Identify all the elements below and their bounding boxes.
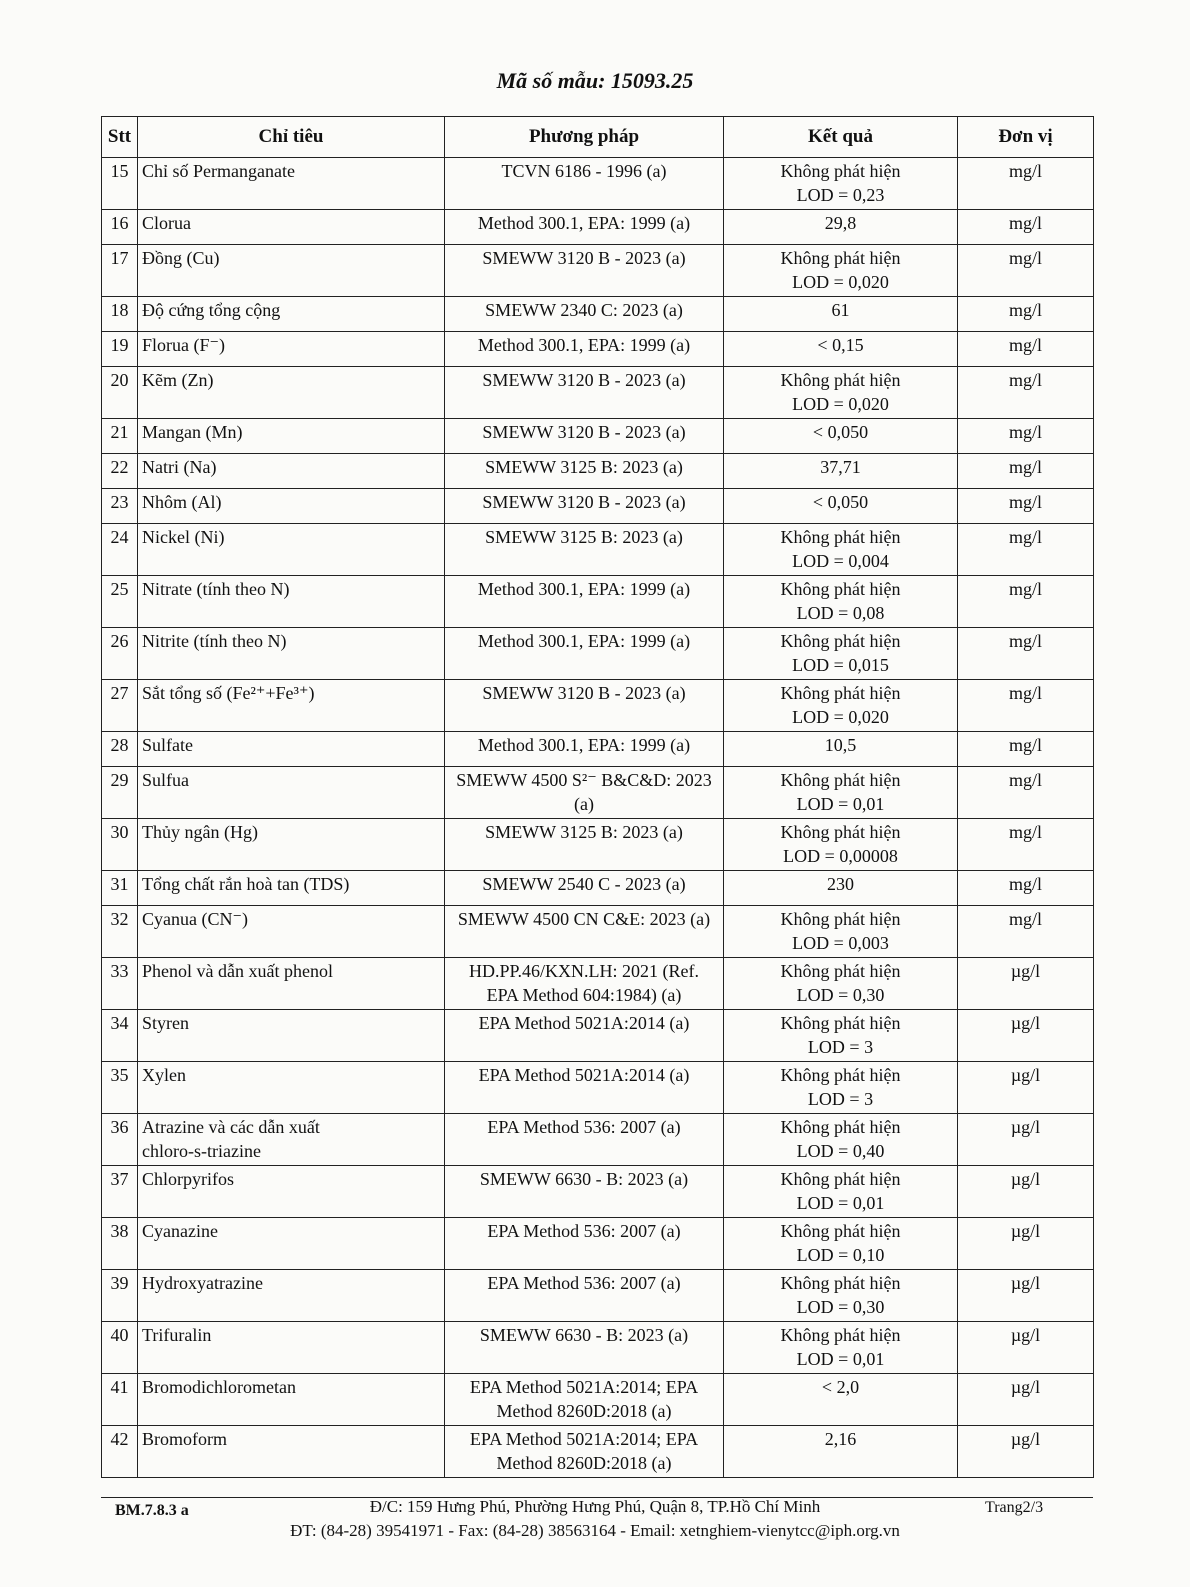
row-method: SMEWW 3125 B: 2023 (a) xyxy=(445,819,724,871)
page-number: Trang2/3 xyxy=(985,1499,1044,1516)
row-method: Method 300.1, EPA: 1999 (a) xyxy=(445,732,724,767)
row-method: EPA Method 5021A:2014; EPA Method 8260D:2018 (a) xyxy=(445,1374,724,1426)
row-stt: 29 xyxy=(102,767,138,819)
row-result: < 2,0 xyxy=(724,1374,958,1426)
row-result: 10,5 xyxy=(724,732,958,767)
row-stt: 28 xyxy=(102,732,138,767)
row-result: < 0,050 xyxy=(724,419,958,454)
row-result: Không phát hiện LOD = 0,08 xyxy=(724,576,958,628)
row-stt: 32 xyxy=(102,906,138,958)
row-result: Không phát hiện LOD = 3 xyxy=(724,1010,958,1062)
row-result: 61 xyxy=(724,297,958,332)
row-parameter: Kẽm (Zn) xyxy=(138,367,445,419)
table-row xyxy=(102,680,1094,732)
form-code: BM.7.8.3 a xyxy=(115,1502,189,1519)
column-header-parameter: Chỉ tiêu xyxy=(138,117,445,158)
table-row xyxy=(102,158,1094,210)
row-method: SMEWW 3125 B: 2023 (a) xyxy=(445,454,724,489)
row-stt: 15 xyxy=(102,158,138,210)
row-parameter: Chlorpyrifos xyxy=(138,1166,445,1218)
row-method: EPA Method 5021A:2014 (a) xyxy=(445,1062,724,1114)
footer-contact: ĐT: (84-28) 39541971 - Fax: (84-28) 38563164 - Email: xetnghiem-vienytcc@iph.org.vn xyxy=(290,1521,900,1540)
row-method: TCVN 6186 - 1996 (a) xyxy=(445,158,724,210)
row-method: EPA Method 536: 2007 (a) xyxy=(445,1270,724,1322)
row-unit: mg/l xyxy=(958,454,1094,489)
row-method: SMEWW 3120 B - 2023 (a) xyxy=(445,245,724,297)
row-unit: mg/l xyxy=(958,524,1094,576)
row-unit: mg/l xyxy=(958,680,1094,732)
row-parameter: Sulfate xyxy=(138,732,445,767)
row-method: EPA Method 536: 2007 (a) xyxy=(445,1218,724,1270)
row-result: Không phát hiện LOD = 0,020 xyxy=(724,245,958,297)
table-row xyxy=(102,906,1094,958)
table-row xyxy=(102,1218,1094,1270)
row-unit: mg/l xyxy=(958,419,1094,454)
row-unit: mg/l xyxy=(958,332,1094,367)
row-method: Method 300.1, EPA: 1999 (a) xyxy=(445,210,724,245)
row-unit: mg/l xyxy=(958,158,1094,210)
table-row xyxy=(102,524,1094,576)
row-unit: mg/l xyxy=(958,819,1094,871)
row-stt: 22 xyxy=(102,454,138,489)
row-result: Không phát hiện LOD = 0,003 xyxy=(724,906,958,958)
row-stt: 42 xyxy=(102,1426,138,1478)
row-stt: 17 xyxy=(102,245,138,297)
row-result: Không phát hiện LOD = 0,40 xyxy=(724,1114,958,1166)
table-row xyxy=(102,245,1094,297)
row-method: SMEWW 3125 B: 2023 (a) xyxy=(445,524,724,576)
row-unit: mg/l xyxy=(958,767,1094,819)
row-stt: 26 xyxy=(102,628,138,680)
column-header-method: Phương pháp xyxy=(445,117,724,158)
row-stt: 21 xyxy=(102,419,138,454)
row-stt: 36 xyxy=(102,1114,138,1166)
row-unit: µg/l xyxy=(958,1062,1094,1114)
row-parameter: Nitrite (tính theo N) xyxy=(138,628,445,680)
row-method: Method 300.1, EPA: 1999 (a) xyxy=(445,576,724,628)
row-method: SMEWW 3120 B - 2023 (a) xyxy=(445,419,724,454)
table-row xyxy=(102,628,1094,680)
row-parameter: Clorua xyxy=(138,210,445,245)
row-stt: 25 xyxy=(102,576,138,628)
column-header-result: Kết quả xyxy=(724,117,958,158)
row-parameter: Sulfua xyxy=(138,767,445,819)
row-method: EPA Method 536: 2007 (a) xyxy=(445,1114,724,1166)
row-method: EPA Method 5021A:2014 (a) xyxy=(445,1010,724,1062)
row-parameter: Xylen xyxy=(138,1062,445,1114)
table-row xyxy=(102,767,1094,819)
row-parameter: Nhôm (Al) xyxy=(138,489,445,524)
row-stt: 23 xyxy=(102,489,138,524)
row-method: SMEWW 2340 C: 2023 (a) xyxy=(445,297,724,332)
table-row xyxy=(102,454,1094,489)
table-row xyxy=(102,297,1094,332)
row-parameter: Phenol và dẫn xuất phenol xyxy=(138,958,445,1010)
table-row xyxy=(102,1322,1094,1374)
row-stt: 19 xyxy=(102,332,138,367)
row-parameter: Bromoform xyxy=(138,1426,445,1478)
column-header-unit: Đơn vị xyxy=(958,117,1094,158)
row-parameter: Hydroxyatrazine xyxy=(138,1270,445,1322)
row-result: < 0,15 xyxy=(724,332,958,367)
row-parameter: Cyanazine xyxy=(138,1218,445,1270)
table-row xyxy=(102,489,1094,524)
table-row xyxy=(102,958,1094,1010)
row-method: SMEWW 4500 CN C&E: 2023 (a) xyxy=(445,906,724,958)
row-unit: mg/l xyxy=(958,628,1094,680)
row-unit: mg/l xyxy=(958,906,1094,958)
row-parameter: Atrazine và các dẫn xuất chloro-s-triazine xyxy=(138,1114,445,1166)
row-parameter: Cyanua (CN⁻) xyxy=(138,906,445,958)
table-row xyxy=(102,1010,1094,1062)
table-row xyxy=(102,1426,1094,1478)
row-result: < 0,050 xyxy=(724,489,958,524)
row-parameter: Florua (F⁻) xyxy=(138,332,445,367)
row-parameter: Nickel (Ni) xyxy=(138,524,445,576)
table-row xyxy=(102,332,1094,367)
row-result: 37,71 xyxy=(724,454,958,489)
sample-code-title: Mã số mẫu: 15093.25 xyxy=(496,68,694,93)
row-parameter: Trifuralin xyxy=(138,1322,445,1374)
row-parameter: Thủy ngân (Hg) xyxy=(138,819,445,871)
row-unit: mg/l xyxy=(958,871,1094,906)
row-parameter: Chỉ số Permanganate xyxy=(138,158,445,210)
row-stt: 24 xyxy=(102,524,138,576)
row-method: HD.PP.46/KXN.LH: 2021 (Ref. EPA Method 604:1984) (a) xyxy=(445,958,724,1010)
row-unit: µg/l xyxy=(958,1426,1094,1478)
row-unit: µg/l xyxy=(958,958,1094,1010)
row-stt: 30 xyxy=(102,819,138,871)
row-stt: 40 xyxy=(102,1322,138,1374)
row-stt: 39 xyxy=(102,1270,138,1322)
table-row xyxy=(102,210,1094,245)
table-row xyxy=(102,732,1094,767)
row-parameter: Nitrate (tính theo N) xyxy=(138,576,445,628)
row-result: Không phát hiện LOD = 3 xyxy=(724,1062,958,1114)
row-result: Không phát hiện LOD = 0,30 xyxy=(724,1270,958,1322)
table-row xyxy=(102,419,1094,454)
row-unit: µg/l xyxy=(958,1218,1094,1270)
row-stt: 33 xyxy=(102,958,138,1010)
row-unit: mg/l xyxy=(958,210,1094,245)
row-parameter: Styren xyxy=(138,1010,445,1062)
row-result: 2,16 xyxy=(724,1426,958,1478)
row-stt: 38 xyxy=(102,1218,138,1270)
row-unit: mg/l xyxy=(958,732,1094,767)
table-row xyxy=(102,576,1094,628)
row-result: 29,8 xyxy=(724,210,958,245)
table-row xyxy=(102,367,1094,419)
row-stt: 20 xyxy=(102,367,138,419)
row-unit: mg/l xyxy=(958,245,1094,297)
table-row xyxy=(102,819,1094,871)
row-parameter: Đồng (Cu) xyxy=(138,245,445,297)
row-unit: µg/l xyxy=(958,1114,1094,1166)
table-row xyxy=(102,871,1094,906)
row-stt: 34 xyxy=(102,1010,138,1062)
row-parameter: Sắt tổng số (Fe²⁺+Fe³⁺) xyxy=(138,680,445,732)
row-method: SMEWW 2540 C - 2023 (a) xyxy=(445,871,724,906)
row-unit: µg/l xyxy=(958,1270,1094,1322)
results-table xyxy=(101,116,1094,1478)
table-row xyxy=(102,1062,1094,1114)
table-row xyxy=(102,1270,1094,1322)
row-stt: 27 xyxy=(102,680,138,732)
row-method: SMEWW 3120 B - 2023 (a) xyxy=(445,367,724,419)
row-method: SMEWW 3120 B - 2023 (a) xyxy=(445,680,724,732)
row-parameter: Mangan (Mn) xyxy=(138,419,445,454)
table-row xyxy=(102,1114,1094,1166)
row-stt: 16 xyxy=(102,210,138,245)
row-result: 230 xyxy=(724,871,958,906)
row-stt: 31 xyxy=(102,871,138,906)
row-stt: 35 xyxy=(102,1062,138,1114)
table-row xyxy=(102,1374,1094,1426)
row-unit: µg/l xyxy=(958,1322,1094,1374)
row-parameter: Tổng chất rắn hoà tan (TDS) xyxy=(138,871,445,906)
row-result: Không phát hiện LOD = 0,015 xyxy=(724,628,958,680)
row-unit: mg/l xyxy=(958,367,1094,419)
row-method: SMEWW 6630 - B: 2023 (a) xyxy=(445,1166,724,1218)
row-method: Method 300.1, EPA: 1999 (a) xyxy=(445,628,724,680)
row-result: Không phát hiện LOD = 0,01 xyxy=(724,767,958,819)
row-method: Method 300.1, EPA: 1999 (a) xyxy=(445,332,724,367)
footer-address: Đ/C: 159 Hưng Phú, Phường Hưng Phú, Quận 8, TP.Hồ Chí Minh xyxy=(369,1497,821,1516)
column-header-stt: Stt xyxy=(102,117,138,158)
row-method: SMEWW 4500 S²⁻ B&C&D: 2023 (a) xyxy=(445,767,724,819)
row-stt: 41 xyxy=(102,1374,138,1426)
row-result: Không phát hiện LOD = 0,10 xyxy=(724,1218,958,1270)
row-unit: mg/l xyxy=(958,489,1094,524)
row-result: Không phát hiện LOD = 0,01 xyxy=(724,1166,958,1218)
row-result: Không phát hiện LOD = 0,020 xyxy=(724,367,958,419)
row-unit: µg/l xyxy=(958,1374,1094,1426)
row-result: Không phát hiện LOD = 0,23 xyxy=(724,158,958,210)
row-stt: 18 xyxy=(102,297,138,332)
row-unit: µg/l xyxy=(958,1010,1094,1062)
row-result: Không phát hiện LOD = 0,020 xyxy=(724,680,958,732)
row-result: Không phát hiện LOD = 0,30 xyxy=(724,958,958,1010)
row-parameter: Bromodichlorometan xyxy=(138,1374,445,1426)
row-result: Không phát hiện LOD = 0,00008 xyxy=(724,819,958,871)
row-unit: µg/l xyxy=(958,1166,1094,1218)
row-result: Không phát hiện LOD = 0,01 xyxy=(724,1322,958,1374)
row-parameter: Độ cứng tổng cộng xyxy=(138,297,445,332)
row-method: EPA Method 5021A:2014; EPA Method 8260D:2018 (a) xyxy=(445,1426,724,1478)
row-unit: mg/l xyxy=(958,297,1094,332)
row-method: SMEWW 6630 - B: 2023 (a) xyxy=(445,1322,724,1374)
row-parameter: Natri (Na) xyxy=(138,454,445,489)
table-row xyxy=(102,1166,1094,1218)
row-stt: 37 xyxy=(102,1166,138,1218)
row-result: Không phát hiện LOD = 0,004 xyxy=(724,524,958,576)
row-unit: mg/l xyxy=(958,576,1094,628)
row-method: SMEWW 3120 B - 2023 (a) xyxy=(445,489,724,524)
table-header-row xyxy=(102,117,1094,158)
